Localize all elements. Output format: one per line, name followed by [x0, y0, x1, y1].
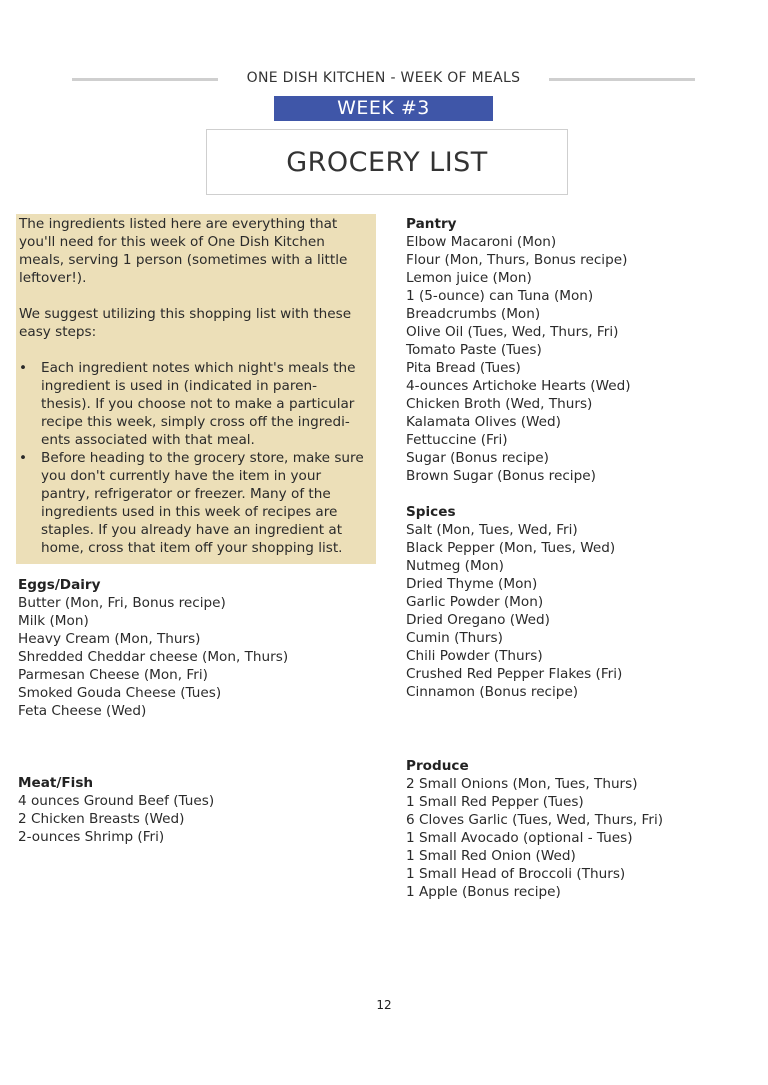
grocery-item: 1 Small Avocado (optional - Tues): [406, 830, 633, 846]
section-title: Pantry: [406, 216, 457, 232]
grocery-item: 4-ounces Artichoke Hearts (Wed): [406, 378, 631, 394]
intro-paragraph: We suggest utilizing this shopping list with these easy steps:: [19, 306, 352, 340]
grocery-item: Cinnamon (Bonus recipe): [406, 684, 579, 700]
eggs-dairy-list: [18, 594, 358, 720]
grocery-item: 2 Chicken Breasts (Wed): [18, 811, 185, 827]
grocery-item: Brown Sugar (Bonus recipe): [406, 468, 596, 484]
grocery-item: 4 ounces Ground Beef (Tues): [18, 793, 215, 809]
grocery-item: Feta Cheese (Wed): [18, 703, 147, 719]
page-number: 12: [376, 998, 392, 1012]
meat-fish-list: [18, 792, 358, 846]
grocery-item: Shredded Cheddar cheese (Mon, Thurs): [18, 649, 289, 665]
spices-list: [406, 521, 746, 701]
grocery-item: 1 Small Head of Broccoli (Thurs): [406, 866, 626, 882]
grocery-item: 2 Small Onions (Mon, Tues, Thurs): [406, 776, 638, 792]
section-title: Eggs/Dairy: [18, 577, 101, 593]
document-header: ONE DISH KITCHEN - WEEK OF MEALS: [246, 70, 521, 86]
header-rule-left: [72, 78, 218, 81]
pantry-section: [406, 215, 746, 485]
grocery-item: 1 (5-ounce) can Tuna (Mon): [406, 288, 594, 304]
eggs-dairy-section: [18, 576, 358, 720]
intro-box: [16, 214, 376, 564]
grocery-item: Olive Oil (Tues, Wed, Thurs, Fri): [406, 324, 619, 340]
grocery-item: Elbow Macaroni (Mon): [406, 234, 557, 250]
pantry-list: [406, 233, 746, 485]
grocery-item: Butter (Mon, Fri, Bonus recipe): [18, 595, 226, 611]
produce-section: [406, 757, 746, 901]
section-title: Meat/Fish: [18, 775, 94, 791]
grocery-item: Garlic Powder (Mon): [406, 594, 544, 610]
grocery-item: 1 Small Red Pepper (Tues): [406, 794, 584, 810]
grocery-item: Dried Thyme (Mon): [406, 576, 538, 592]
intro-step: • Before heading to the grocery store, make sure you don't currently have the item in your pantry, refrigerator or freezer. Many of the ingredients used in this week of recipes are staples. If you already have an ingredient at home, cross that item off your shopping list.: [19, 449, 366, 557]
grocery-item: Fettuccine (Fri): [406, 432, 508, 448]
grocery-item: Crushed Red Pepper Flakes (Fri): [406, 666, 623, 682]
grocery-item: Sugar (Bonus recipe): [406, 450, 549, 466]
grocery-item: Parmesan Cheese (Mon, Fri): [18, 667, 208, 683]
section-title: Produce: [406, 758, 469, 774]
grocery-item: Milk (Mon): [18, 613, 89, 629]
grocery-item: Breadcrumbs (Mon): [406, 306, 541, 322]
intro-step: • Each ingredient notes which night's meals the ingredient is used in (indicated in paren-thesis). If you choose not to make a particular recipe this week, simply cross off the ingredi-ents associated with that meal.: [19, 359, 366, 449]
page-title-box: [206, 129, 568, 195]
week-badge: WEEK #3: [274, 96, 493, 121]
meat-fish-section: [18, 774, 358, 846]
grocery-item: Lemon juice (Mon): [406, 270, 532, 286]
grocery-item: Chicken Broth (Wed, Thurs): [406, 396, 593, 412]
intro-paragraph: The ingredients listed here are everything that you'll need for this week of One Dish Kitchen meals, serving 1 person (sometimes with a little leftover!).: [19, 216, 348, 286]
grocery-item: 6 Cloves Garlic (Tues, Wed, Thurs, Fri): [406, 812, 664, 828]
page-title: GROCERY LIST: [286, 146, 488, 178]
grocery-item: Kalamata Olives (Wed): [406, 414, 561, 430]
grocery-item: Smoked Gouda Cheese (Tues): [18, 685, 222, 701]
grocery-item: Salt (Mon, Tues, Wed, Fri): [406, 522, 578, 538]
grocery-item: Black Pepper (Mon, Tues, Wed): [406, 540, 616, 556]
grocery-item: Dried Oregano (Wed): [406, 612, 550, 628]
grocery-item: Pita Bread (Tues): [406, 360, 521, 376]
spices-section: [406, 503, 746, 701]
grocery-item: 1 Apple (Bonus recipe): [406, 884, 561, 900]
header-rule-right: [549, 78, 695, 81]
grocery-item: Flour (Mon, Thurs, Bonus recipe): [406, 252, 628, 268]
grocery-item: Tomato Paste (Tues): [406, 342, 542, 358]
grocery-item: Cumin (Thurs): [406, 630, 503, 646]
produce-list: [406, 775, 746, 901]
intro-steps: [19, 359, 366, 557]
grocery-item: Chili Powder (Thurs): [406, 648, 543, 664]
grocery-item: 2-ounces Shrimp (Fri): [18, 829, 165, 845]
grocery-item: Heavy Cream (Mon, Thurs): [18, 631, 201, 647]
grocery-item: 1 Small Red Onion (Wed): [406, 848, 576, 864]
section-title: Spices: [406, 504, 456, 520]
grocery-item: Nutmeg (Mon): [406, 558, 504, 574]
